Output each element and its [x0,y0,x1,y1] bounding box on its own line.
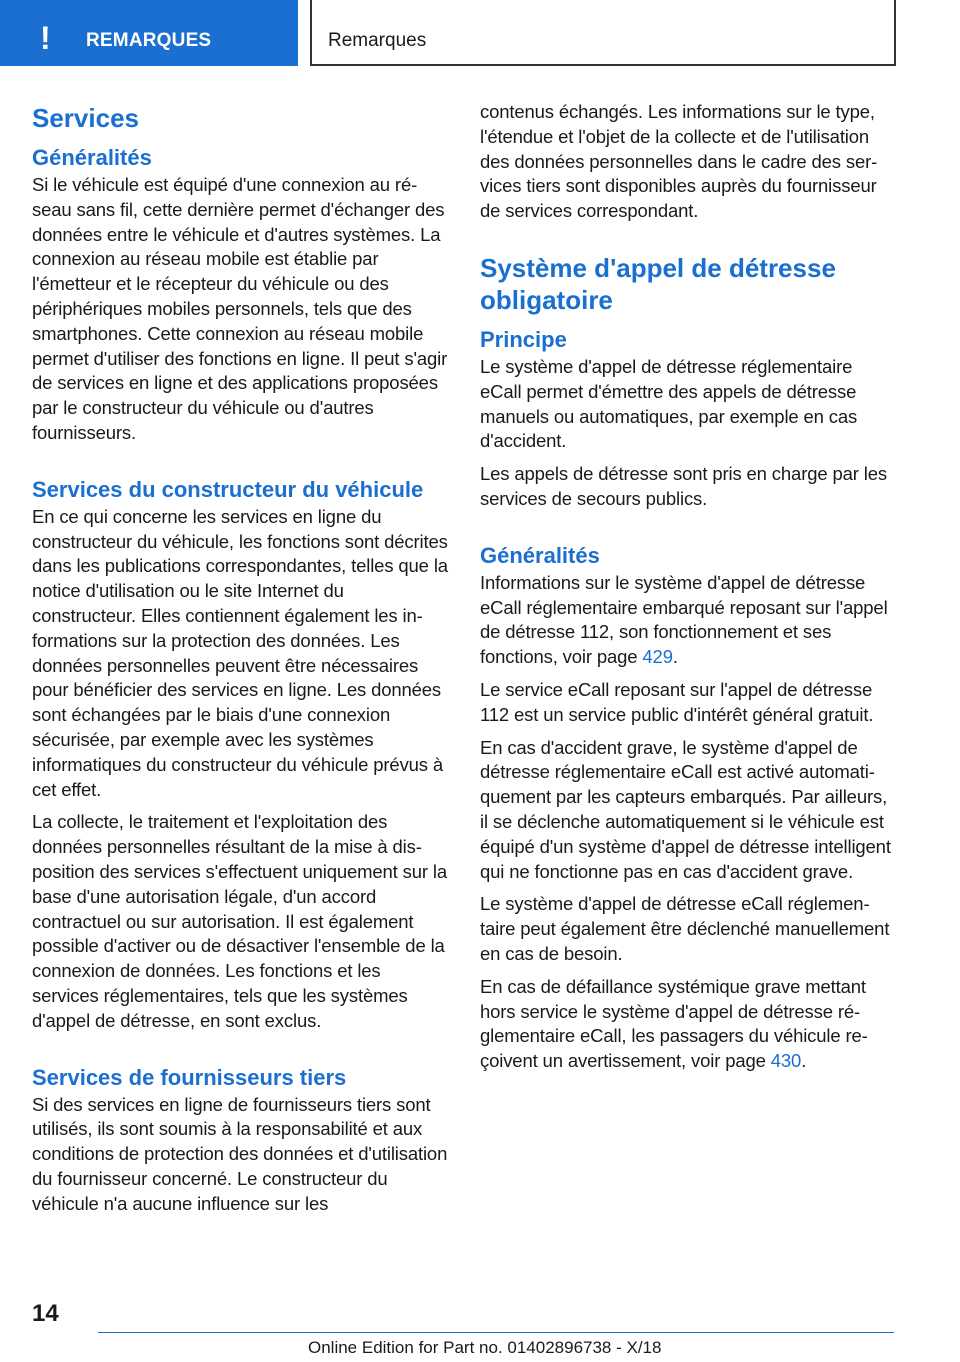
heading-principe: Principe [480,326,567,352]
paragraph-generalites2-4: Le système d'appel de détresse eCall réglementaire peut également être déclenché manuellement en cas de besoin. [480,893,890,964]
section-tab-label: REMARQUES [86,30,212,51]
heading-systeme-appel-detresse: Système d'appel de détresse obligatoire [480,252,836,315]
paragraph-constructeur-1: En ce qui concerne les services en ligne du constructeur du véhicule, les fonctions sont décrites dans les publications correspondantes, telles que la notice d'utilisation ou le site Internet du constructeur. Elles contiennent également les informations sur la protection des données. Les données personnelles peuvent être nécessaires pour bénéficier des services en ligne. Les données sont échangées par le biais d'une connexion sécurisée, par exemple avec les systèmes informatiques du constructeur du véhicule prévus à cet effet. [32,505,448,800]
heading-generalites-2: Généralités [480,542,600,568]
footer-edition: Online Edition for Part no. 01402896738 - X/18 [308,1338,662,1357]
paragraph-constructeur-2: La collecte, le traitement et l'exploitation des données personnelles résultant de la mise à disposition des services s'effectuent uniquement sur la base d'une autorisation légale, d'un accord contractuel ou sur autorisation. Il est également possible d'activer ou de désactiver l'ensemble de la connexion de données. Les fonctions et les services réglementaires, tels que les systèmes d'appel de détresse, en sont exclus. [32,811,447,1031]
section-tab [0,0,298,66]
paragraph-generalites: Si le véhicule est équipé d'une connexion au réseau sans fil, cette dernière permet d'échanger des données entre le véhicule et d'autres systèmes. La connexion au réseau mobile est établie par l'émetteur et le récepteur du véhicule ou des périphériques mobiles personnels, tels que des smartphones. Cette connexion au réseau mobile permet d'utiliser des fonctions en ligne. Il peut s'agir de services en ligne et des applications proposées par le constructeur du véhicule ou d'autres fournisseurs. [32,174,448,443]
section-title-box [310,0,896,66]
right-column [480,100,898,1082]
footer-divider [98,1332,894,1333]
page-number: 14 [32,1300,59,1327]
heading-services-tiers: Services de fournisseurs tiers [32,1064,347,1090]
paragraph-tiers-continued: contenus échangés. Les informations sur le type, l'étendue et l'objet de la collecte et de l'utilisation des données personnelles dans le cadre des services tiers sont disponibles auprès du fournisseur de services correspondant. [480,101,878,222]
section-title: Remarques [328,30,427,51]
paragraph-tiers: Si des services en ligne de fournisseurs tiers sont utilisés, ils sont soumis à la responsabilité et aux conditions de protection des données et d'utilisation du fournisseur concerné. Le constructeur du véhicule n'a aucune influence sur les [32,1093,448,1214]
heading-services-constructeur: Services du constructeur du véhicule [32,476,424,502]
heading-generalites: Généralités [32,145,152,170]
paragraph-generalites2-1 [480,571,898,670]
paragraph-principe-2: Les appels de détresse sont pris en charge par les services de secours publics. [480,463,887,509]
paragraph-generalites2-5 [480,975,898,1074]
left-column [32,100,450,1224]
paragraph-end: . [801,1050,807,1072]
page-header [0,0,960,66]
heading-services: Services [32,103,139,133]
paragraph-end: . [672,646,678,668]
paragraph-generalites2-3: En cas d'accident grave, le système d'appel de détresse réglementaire eCall est activé automatiquement par les capteurs embarqués. Par ailleurs, il se déclenche automatiquement si le véhicule est équipé d'un système d'appel de détresse intelligent qui ne fonctionne pas en cas d'accident grave. [480,736,891,882]
exclamation-icon: ! [40,20,51,56]
paragraph-principe-1: Le système d'appel de détresse réglementaire eCall permet d'émettre des appels de détresse manuels ou automatiques, par exemple en cas d'accident. [480,355,858,452]
paragraph-text: Informations sur le système d'appel de détresse eCall réglementaire embarqué reposant sur l'appel de détresse 112, son fonctionnement et ses fonctions, voir page [480,571,888,668]
page-link-429[interactable]: 429 [642,646,673,668]
page-link-430[interactable]: 430 [770,1050,802,1072]
paragraph-text: En cas de défaillance systémique grave mettant hors service le système d'appel de détresse réglementaire eCall, les passagers du véhicule reçoivent un avertissement, voir page [480,975,868,1072]
paragraph-generalites2-2: Le service eCall reposant sur l'appel de détresse 112 est un service public d'intérêt général gratuit. [480,678,874,725]
